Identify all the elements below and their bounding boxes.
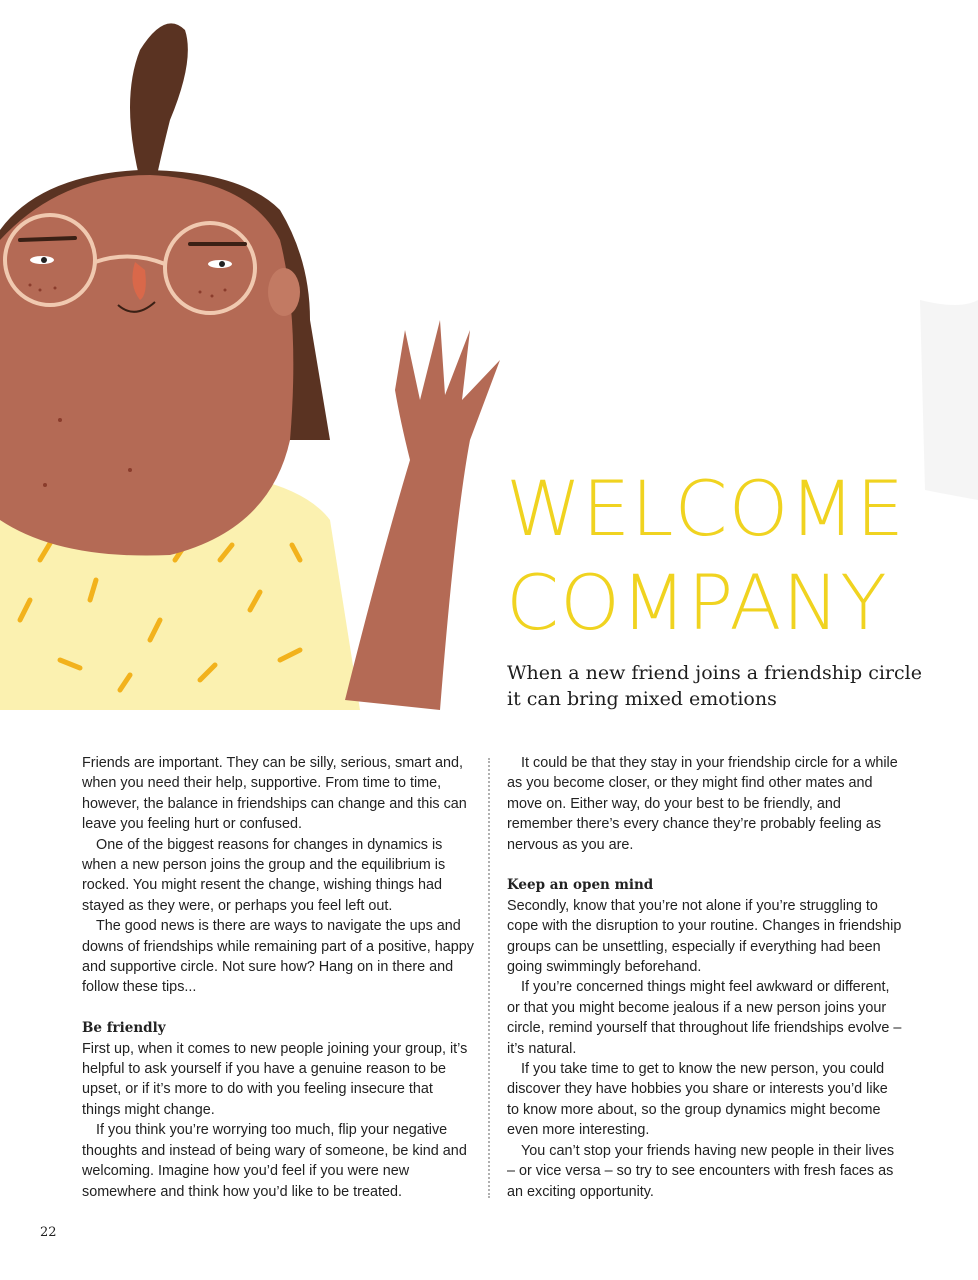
be-friendly-paragraph-1: First up, when it comes to new people joining your group, it’s helpful to ask yourself if you have a genuine reason to be upset, or if it’s more to do with you feeling insecure that things might change. [82,1040,468,1118]
title-line-2: COMPANY [506,558,888,647]
section-heading-open-mind: Keep an open mind [507,877,654,894]
intro-paragraph-2: One of the biggest reasons for changes in dynamics is when a new person joins the group and the equilibrium is rocked. You might resent the change, wishing things had stayed as they were, or perhaps you feel left out. [82,836,446,914]
right-paragraph-1: It could be that they stay in your friendship circle for a while as you become closer, or they might find other mates and move on. Either way, do your best to be friendly, and remember there’s every chance they’re probably feeling as nervous as you are. [507,755,898,853]
right-column [507,753,902,1202]
hair-top-knot [130,23,188,185]
ear [268,268,300,316]
open-mind-paragraph-3: If you take time to get to know the new person, you could discover they have hobbies you share or interests you’d like to know more about, so the group dynamics might become even more interesting. [507,1061,888,1139]
intro-paragraph-3: The good news is there are ways to navigate the ups and downs of friendships while remaining part of a positive, happy and supportive circle. Not sure how? Hang on in there and follow these tips... [82,918,474,996]
page-number: 22 [40,1225,57,1240]
column-divider [488,758,490,1198]
face [0,175,293,556]
open-mind-paragraph-4: You can’t stop your friends having new people in their lives – or vice versa – so try to see encounters with fresh faces as an exciting opportunity. [507,1142,895,1200]
article-title [506,462,905,650]
section-heading-be-friendly: Be friendly [82,1020,166,1037]
be-friendly-paragraph-2: If you think you’re worrying too much, flip your negative thoughts and instead of being wary of someone, be kind and welcoming. Imagine how you’d feel if you were new somewhere and think how you’d like to be treated. [82,1122,467,1200]
article-subtitle: When a new friend joins a friendship circle it can bring mixed emotions [507,662,922,710]
left-column [82,753,474,1202]
background-brush-texture [920,300,978,500]
title-line-1: WELCOME [506,464,905,553]
open-mind-paragraph-1: Secondly, know that you’re not alone if you’re struggling to cope with the disruption to your routine. Changes in friendship groups can be unsettling, especially if everything had been going swimmingly beforehand. [507,897,902,976]
waving-arm [345,320,500,710]
intro-paragraph-1: Friends are important. They can be silly, serious, smart and, when you need their help, supportive. From time to time, however, the balance in friendships can change and this can leave you feeling hurt or confused. [82,755,467,833]
open-mind-paragraph-2: If you’re concerned things might feel awkward or different, or that you might become jealous if a new person joins your circle, remind yourself that throughout life friendships evolve – it’s natural. [507,979,902,1057]
